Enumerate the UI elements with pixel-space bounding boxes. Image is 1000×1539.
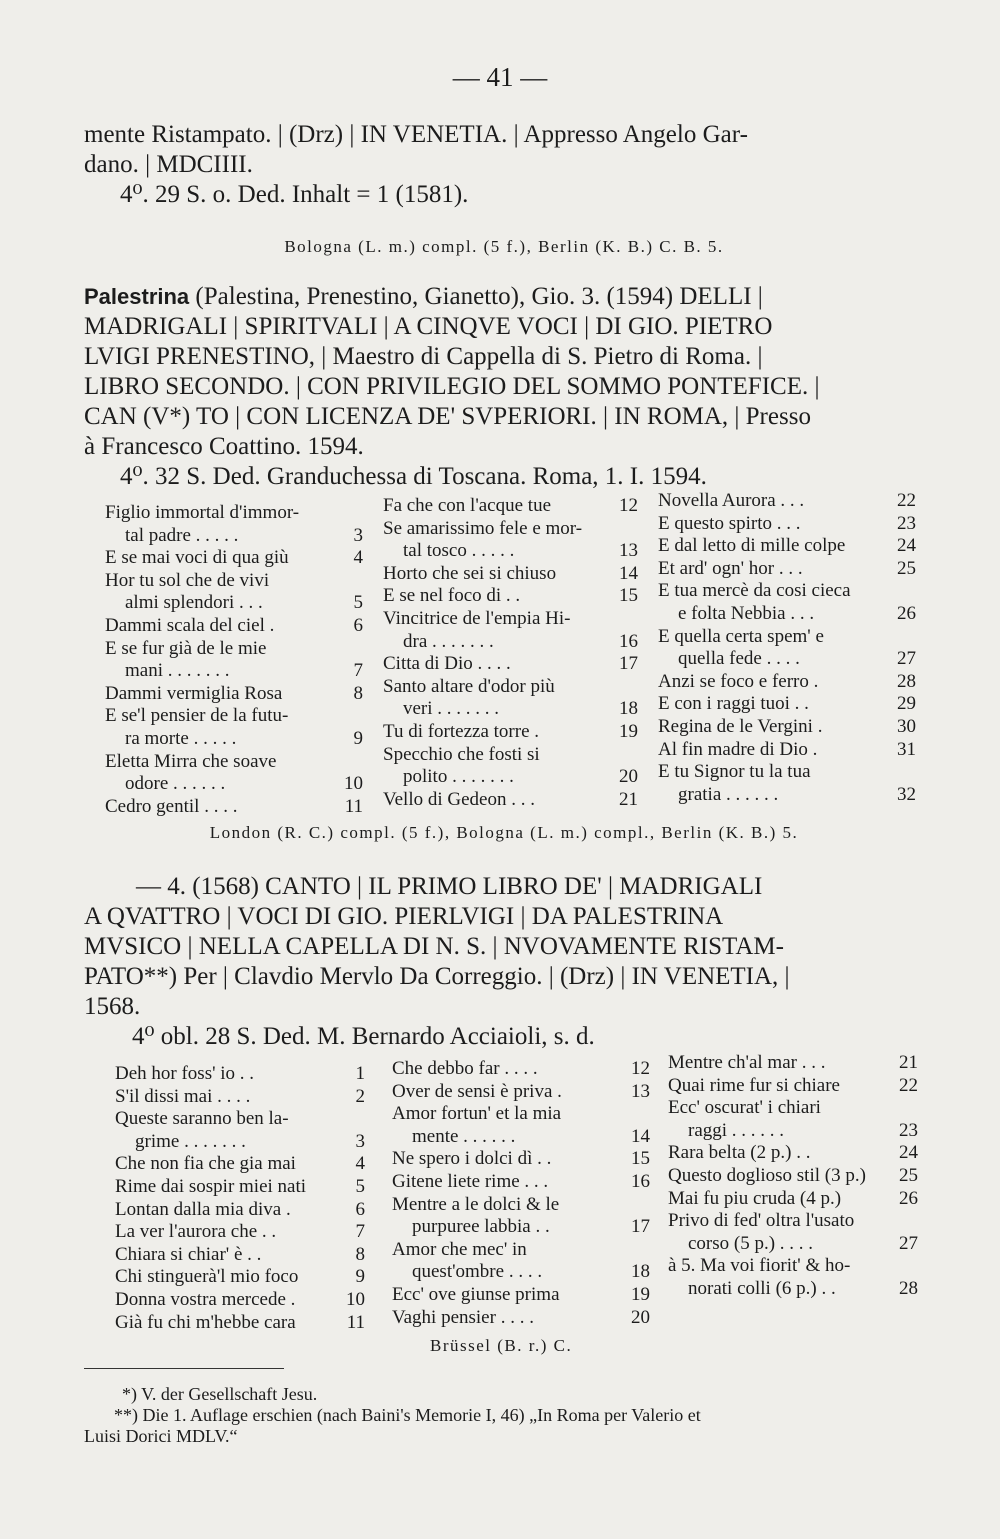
footnote-rule: [84, 1368, 284, 1369]
entry-title: Quai rime fur si chiare: [668, 1074, 840, 1096]
contents-entry: [668, 1210, 918, 1233]
entry-page-number: 12: [631, 1058, 650, 1079]
entry-title: E tu Signor tu la tua: [658, 761, 811, 783]
entry-title: Vello di Gedeon . . .: [383, 788, 535, 810]
contents-entry: [668, 1120, 918, 1143]
entry-page-number: 17: [631, 1216, 650, 1238]
contents-entry: [383, 653, 638, 676]
contents-entry: [105, 728, 363, 751]
contents-entry: [392, 1261, 650, 1284]
contents-entry: [115, 1153, 365, 1176]
entry-page-number: 7: [355, 1221, 365, 1243]
entry-page-number: 25: [897, 557, 916, 579]
entry-title: Deh hor foss' io . .: [115, 1063, 255, 1084]
entry-page-number: [912, 626, 916, 649]
contents-entry: [115, 1063, 365, 1086]
entry-page-number: 32: [897, 783, 916, 805]
entry-title: corso (5 p.) . . . .: [688, 1232, 814, 1254]
entry-title: e folta Nebbia . . .: [678, 602, 815, 624]
entry-title: Questo doglioso stil (3 p.): [668, 1164, 866, 1186]
entry-title: Ecc' oscurat' i chiari: [668, 1097, 821, 1119]
contents-entry: [668, 1097, 918, 1120]
contents-entry: [658, 761, 916, 784]
entry-page-number: 15: [619, 585, 638, 607]
entry-page-number: [359, 502, 363, 525]
entry-page-number: 3: [355, 1130, 365, 1152]
text-line: 4⁰. 32 S. Ded. Granduchessa di Toscana. Roma, 1. I. 1594.: [120, 463, 707, 490]
entry-title: tal tosco . . . . .: [403, 540, 515, 562]
entry-title: Se amarissimo fele e mor-: [383, 517, 583, 539]
entry-page-number: [914, 1255, 918, 1278]
entry-title: Regina de le Vergini .: [658, 715, 823, 737]
contents-entry: [668, 1233, 918, 1256]
entry-title: purpuree labbia . .: [412, 1216, 550, 1238]
footnote: **) Die 1. Auflage erschien (nach Baini's Memorie I, 46) „In Roma per Valerio et: [114, 1405, 701, 1425]
contents-entry: [658, 784, 916, 807]
entry-title: raggi . . . . . .: [688, 1119, 785, 1141]
entry-title: Dammi vermiglia Rosa: [105, 682, 283, 704]
contents-column: [668, 1052, 918, 1301]
contents-entry: [383, 789, 638, 812]
entry-page-number: [646, 1239, 650, 1262]
contents-column: [383, 495, 638, 811]
entry-page-number: 31: [897, 738, 916, 760]
footnote: Luisi Dorici MDLV.“: [84, 1426, 238, 1446]
entry-page-number: 20: [631, 1306, 650, 1328]
entry-page-number: 19: [619, 720, 638, 742]
entry-title: Ecc' ove giunse prima: [392, 1283, 560, 1305]
contents-entry: [105, 705, 363, 728]
entry-page-number: [359, 705, 363, 728]
entry-page-number: 21: [899, 1052, 918, 1073]
entry-title: Rara belta (2 p.) . .: [668, 1142, 811, 1164]
entry-title: Santo altare d'odor più: [383, 675, 555, 697]
entry-title: E quella certa spem' e: [658, 625, 824, 647]
text-line: mente Ristampato. | (Drz) | IN VENETIA. | Appresso Angelo Gar-: [84, 121, 748, 148]
entry-page-number: 4: [355, 1153, 365, 1175]
contents-entry: [668, 1255, 918, 1278]
contents-entry: [392, 1307, 650, 1330]
contents-entry: [105, 638, 363, 661]
entry-page-number: 12: [619, 495, 638, 516]
contents-entry: [668, 1165, 918, 1188]
contents-entry: [392, 1239, 650, 1262]
entry-title: Horto che sei si chiuso: [383, 562, 557, 584]
entry-page-number: 18: [631, 1261, 650, 1283]
entry-title: E se fur già de le mie: [105, 637, 267, 659]
entry-page-number: [912, 761, 916, 784]
contents-entry: [383, 766, 638, 789]
contents-entry: [383, 676, 638, 699]
entry-title: Queste saranno ben la-: [115, 1108, 289, 1130]
entry-title: La ver l'aurora che . .: [115, 1221, 277, 1243]
entry-title: almi splendori . . .: [125, 592, 263, 614]
entry-title: Ne spero i dolci dì . .: [392, 1148, 552, 1170]
entry-title: Et ard' ogn' hor . . .: [658, 557, 803, 579]
entry-page-number: 9: [353, 727, 363, 749]
contents-entry: [383, 540, 638, 563]
entry-title: Cedro gentil . . . .: [105, 795, 238, 817]
intro-locations: Bologna (L. m.) compl. (5 f.), Berlin (K. B.) C. B. 5.: [284, 237, 724, 256]
text-line: CAN (V*) TO | CON LICENZA DE' SVPERIORI. | IN ROMA, | Presso: [84, 403, 811, 430]
entry-page-number: 26: [899, 1187, 918, 1209]
entry-page-number: 28: [899, 1277, 918, 1299]
entry-title: Privo di fed' oltra l'usato: [668, 1210, 855, 1232]
entry-title: E questo spirto . . .: [658, 512, 801, 534]
entry-title: Dammi scala del ciel .: [105, 614, 275, 636]
entry-page-number: 2: [355, 1085, 365, 1107]
contents-entry: [392, 1148, 650, 1171]
entry-3-heading: [84, 282, 924, 492]
contents-entry: [115, 1131, 365, 1154]
contents-entry: [383, 585, 638, 608]
intro-text: [84, 120, 924, 210]
footnotes: [84, 1384, 944, 1447]
entry-page-number: 7: [353, 660, 363, 682]
entry-page-number: 27: [899, 1232, 918, 1254]
entry-page-number: 15: [631, 1148, 650, 1170]
contents-entry: [392, 1194, 650, 1217]
text-line: MADRIGALI | SPIRITVALI | A CINQVE VOCI | DI GIO. PIETRO: [84, 313, 773, 340]
text-line: Palestrina (Palestina, Prenestino, Gianetto), Gio. 3. (1594) DELLI |: [84, 283, 763, 310]
entry-page-number: 27: [897, 648, 916, 670]
entry-title: Anzi se foco e ferro .: [658, 670, 819, 692]
entry-page-number: 21: [619, 788, 638, 810]
contents-entry: [392, 1284, 650, 1307]
text-line: à Francesco Coattino. 1594.: [84, 433, 364, 460]
contents-entry: [105, 751, 363, 774]
contents-entry: [658, 558, 916, 581]
entry-page-number: 29: [897, 693, 916, 715]
entry-page-number: 19: [631, 1283, 650, 1305]
contents-entry: [658, 739, 916, 762]
contents-entry: [105, 773, 363, 796]
entry-4-locations: Brüssel (B. r.) C.: [430, 1336, 573, 1355]
entry-page-number: [359, 638, 363, 661]
entry-page-number: 9: [355, 1266, 365, 1288]
text-line: PATO**) Per | Clavdio Mervlo Da Correggio. | (Drz) | IN VENETIA, |: [84, 963, 790, 990]
entry-title: Tu di fortezza torre .: [383, 720, 539, 742]
entry-title: E se mai voci di qua giù: [105, 547, 289, 569]
text-line: 1568.: [84, 993, 141, 1020]
entry-title: Fa che con l'acque tue: [383, 495, 552, 516]
contents-entry: [105, 615, 363, 638]
text-line: 4⁰. 29 S. o. Ded. Inhalt = 1 (1581).: [120, 181, 469, 208]
entry-page-number: 18: [619, 698, 638, 720]
contents-entry: [668, 1052, 918, 1075]
contents-entry: [383, 631, 638, 654]
contents-column: [392, 1058, 650, 1329]
contents-entry: [105, 796, 363, 819]
entry-3-locations: London (R. C.) compl. (5 f.), Bologna (L. m.) compl., Berlin (K. B.) 5.: [209, 823, 799, 842]
contents-entry: [392, 1171, 650, 1194]
entry-title: Figlio immortal d'immor-: [105, 502, 300, 523]
entry-title: Hor tu sol che de vivi: [105, 569, 270, 591]
contents-entry: [105, 502, 363, 525]
entry-page-number: [634, 518, 638, 541]
entry-title: Mentre ch'al mar . . .: [668, 1052, 826, 1073]
contents-entry: [115, 1108, 365, 1131]
contents-entry: [658, 626, 916, 649]
entry-page-number: 6: [353, 614, 363, 636]
entry-title: Che non fia che gia mai: [115, 1153, 296, 1175]
contents-entry: [105, 525, 363, 548]
entry-title: Mai fu piu cruda (4 p.): [668, 1187, 842, 1209]
entry-page-number: 24: [897, 535, 916, 557]
contents-entry: [392, 1216, 650, 1239]
entry-title: Chiara si chiar' è . .: [115, 1243, 262, 1265]
entry-title: Gitene liete rime . . .: [392, 1170, 549, 1192]
footnote: *) V. der Gesellschaft Jesu.: [122, 1384, 318, 1404]
entry-title: odore . . . . . .: [125, 773, 226, 795]
entry-page-number: [359, 570, 363, 593]
contents-entry: [392, 1103, 650, 1126]
contents-entry: [668, 1278, 918, 1301]
text-line: MVSICO | NELLA CAPELLA DI N. S. | NVOVAMENTE RISTAM-: [84, 933, 784, 960]
entry-page-number: [359, 751, 363, 774]
contents-entry: [383, 698, 638, 721]
entry-page-number: 24: [899, 1142, 918, 1164]
text-line: LVIGI PRENESTINO, | Maestro di Cappella di S. Pietro di Roma. |: [84, 343, 763, 370]
entry-title: Mentre a le dolci & le: [392, 1193, 560, 1215]
contents-entry: [115, 1199, 365, 1222]
text-line: — 4. (1568) CANTO | IL PRIMO LIBRO DE' | MADRIGALI: [136, 873, 763, 900]
contents-entry: [392, 1081, 650, 1104]
contents-entry: [383, 563, 638, 586]
contents-entry: [115, 1312, 365, 1335]
entry-page-number: [914, 1210, 918, 1233]
text-line: 4⁰ obl. 28 S. Ded. M. Bernardo Acciaioli, s. d.: [132, 1023, 595, 1050]
text-line: A QVATTRO | VOCI DI GIO. PIERLVIGI | DA PALESTRINA: [84, 903, 724, 930]
text-line: LIBRO SECONDO. | CON PRIVILEGIO DEL SOMMO PONTEFICE. |: [84, 373, 820, 400]
entry-page-number: 1: [355, 1063, 365, 1084]
entry-title: dra . . . . . . .: [403, 630, 494, 652]
entry-page-number: 10: [344, 773, 363, 795]
entry-page-number: 16: [631, 1170, 650, 1192]
contents-entry: [105, 592, 363, 615]
contents-entry: [115, 1244, 365, 1267]
entry-page-number: 22: [897, 490, 916, 511]
entry-title: E dal letto di mille colpe: [658, 535, 846, 557]
entry-title: mente . . . . . .: [412, 1125, 516, 1147]
contents-entry: [392, 1058, 650, 1081]
contents-entry: [383, 744, 638, 767]
entry-page-number: 4: [353, 547, 363, 569]
entry-page-number: 25: [899, 1164, 918, 1186]
entry-title: Amor fortun' et la mia: [392, 1103, 562, 1125]
contents-entry: [105, 547, 363, 570]
entry-page-number: [912, 580, 916, 603]
entry-page-number: 20: [619, 766, 638, 788]
contents-entry: [105, 683, 363, 706]
entry-title: Over de sensi è priva .: [392, 1080, 562, 1102]
entry-page-number: 13: [619, 540, 638, 562]
entry-title: Vaghi pensier . . . .: [392, 1306, 534, 1328]
contents-entry: [383, 608, 638, 631]
entry-title: quella fede . . . .: [678, 648, 800, 670]
entry-page-number: 3: [353, 524, 363, 546]
contents-entry: [658, 580, 916, 603]
entry-title: Vincitrice de l'empia Hi-: [383, 607, 571, 629]
contents-column: [105, 502, 363, 818]
contents-entry: [383, 518, 638, 541]
contents-entry: [658, 535, 916, 558]
contents-column: [115, 1063, 365, 1334]
entry-page-number: [361, 1108, 365, 1131]
entry-title: Che debbo far . . . .: [392, 1058, 538, 1079]
contents-entry: [383, 721, 638, 744]
entry-4-heading: [84, 872, 924, 1052]
entry-title: polito . . . . . . .: [403, 766, 514, 788]
contents-entry: [115, 1266, 365, 1289]
contents-column: [658, 490, 916, 806]
entry-title: Citta di Dio . . . .: [383, 653, 511, 675]
entry-title: Lontan dalla mia diva .: [115, 1198, 291, 1220]
entry-title: tal padre . . . . .: [125, 524, 239, 546]
contents-entry: [115, 1221, 365, 1244]
entry-title: norati colli (6 p.) . .: [688, 1277, 836, 1299]
author-name: Palestrina: [84, 284, 190, 309]
contents-entry: [105, 660, 363, 683]
entry-page-number: 26: [897, 602, 916, 624]
contents-entry: [668, 1142, 918, 1165]
entry-title: Al fin madre di Dio .: [658, 738, 818, 760]
entry-page-number: 6: [355, 1198, 365, 1220]
entry-title: Donna vostra mercede .: [115, 1288, 296, 1310]
contents-entry: [658, 490, 916, 513]
entry-title: Specchio che fosti si: [383, 743, 540, 765]
entry-page-number: 23: [899, 1119, 918, 1141]
entry-title: gratia . . . . . .: [678, 783, 779, 805]
entry-page-number: [646, 1194, 650, 1217]
entry-title: E tua mercè da cosi cieca: [658, 580, 851, 602]
entry-page-number: [634, 608, 638, 631]
entry-title: Amor che mec' in: [392, 1238, 527, 1260]
entry-title: S'il dissi mai . . . .: [115, 1085, 251, 1107]
contents-entry: [383, 495, 638, 518]
contents-entry: [105, 570, 363, 593]
contents-entry: [668, 1075, 918, 1098]
entry-page-number: 8: [355, 1243, 365, 1265]
entry-page-number: 17: [619, 653, 638, 675]
entry-title: Novella Aurora . . .: [658, 490, 805, 511]
text-line: dano. | MDCIIII.: [84, 151, 253, 178]
entry-page-number: 5: [355, 1175, 365, 1197]
entry-page-number: 5: [353, 592, 363, 614]
entry-title: mani . . . . . . .: [125, 660, 230, 682]
entry-title: ra morte . . . . .: [125, 727, 237, 749]
entry-title: Già fu chi m'hebbe cara: [115, 1311, 296, 1333]
entry-title: E se'l pensier de la futu-: [105, 705, 289, 727]
contents-entry: [658, 671, 916, 694]
entry-page-number: 14: [619, 562, 638, 584]
entry-title: grime . . . . . . .: [135, 1130, 246, 1152]
entry-title: quest'ombre . . . .: [412, 1261, 543, 1283]
entry-page-number: 28: [897, 670, 916, 692]
entry-page-number: [634, 744, 638, 767]
contents-entry: [115, 1086, 365, 1109]
entry-page-number: 13: [631, 1080, 650, 1102]
contents-entry: [658, 693, 916, 716]
entry-title: Chi stinguerà'l mio foco: [115, 1266, 299, 1288]
entry-page-number: [634, 676, 638, 699]
contents-entry: [668, 1188, 918, 1211]
entry-page-number: 14: [631, 1125, 650, 1147]
entry-page-number: 11: [346, 1311, 365, 1333]
entry-page-number: 23: [897, 512, 916, 534]
contents-entry: [658, 648, 916, 671]
contents-entry: [658, 513, 916, 536]
entry-page-number: [646, 1103, 650, 1126]
entry-title: E con i raggi tuoi . .: [658, 693, 809, 715]
entry-page-number: 16: [619, 630, 638, 652]
contents-entry: [115, 1289, 365, 1312]
entry-title: E se nel foco di . .: [383, 585, 521, 607]
page-number: — 41 —: [452, 62, 548, 92]
entry-title: Eletta Mirra che soave: [105, 750, 277, 772]
contents-entry: [658, 603, 916, 626]
entry-page-number: 10: [346, 1288, 365, 1310]
contents-entry: [115, 1176, 365, 1199]
entry-page-number: [914, 1097, 918, 1120]
contents-entry: [392, 1126, 650, 1149]
entry-title: veri . . . . . . .: [403, 698, 500, 720]
entry-title: Rime dai sospir miei nati: [115, 1175, 307, 1197]
entry-page-number: 11: [344, 795, 363, 817]
entry-page-number: 30: [897, 715, 916, 737]
entry-title: à 5. Ma voi fiorit' & ho-: [668, 1255, 851, 1277]
entry-page-number: 22: [899, 1074, 918, 1096]
contents-entry: [658, 716, 916, 739]
entry-page-number: 8: [353, 682, 363, 704]
